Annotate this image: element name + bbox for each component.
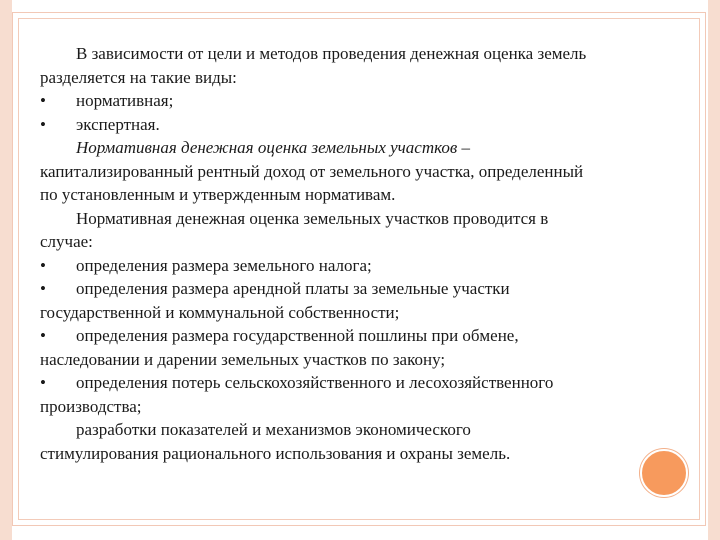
bullet-item (40, 254, 688, 278)
bullet-marker: • (40, 279, 46, 298)
text-line: капитализированный рентный доход от земельного участка, определенный (40, 161, 584, 181)
bullet-text: экспертная. (76, 114, 160, 134)
bullet-item (40, 371, 688, 395)
bullet-marker: • (40, 91, 46, 110)
text-line: случае: (40, 232, 93, 251)
text-line: стимулирования рационального использования и охраны земель. (40, 443, 511, 463)
text-line: наследовании и дарении земельных участков по закону; (40, 349, 446, 369)
definition-term: Нормативная денежная оценка земельных участков – (76, 138, 471, 157)
bullet-text: нормативная; (76, 91, 174, 110)
text-line: по установленным и утвержденным нормативам. (40, 185, 396, 204)
bullet-marker: • (40, 373, 46, 392)
bullet-marker: • (40, 114, 46, 134)
bullet-item (40, 324, 688, 348)
bullet-item (40, 89, 688, 113)
slide-body-text (40, 42, 688, 465)
text-line: разделяется на такие виды: (40, 67, 237, 87)
bullet-item (40, 113, 688, 137)
decorative-circle-icon (640, 449, 688, 497)
right-frame-bar (708, 0, 720, 540)
bullet-marker: • (40, 255, 46, 275)
bullet-text: определения размера земельного налога; (76, 255, 372, 275)
text-line: государственной и коммунальной собственности; (40, 302, 400, 322)
text-line: производства; (40, 396, 142, 416)
text-line: В зависимости от цели и методов проведения денежная оценка земель (76, 44, 587, 63)
bullet-text: определения потерь сельскохозяйственного и лесохозяйственного (76, 373, 554, 392)
text-line: Нормативная денежная оценка земельных участков проводится в (76, 208, 549, 228)
bullet-marker: • (40, 326, 46, 345)
bullet-text: определения размера арендной платы за земельные участки (76, 279, 510, 298)
text-line: разработки показателей и механизмов экономического (76, 420, 471, 439)
bullet-item (40, 277, 688, 301)
bullet-text: определения размера государственной пошлины при обмене, (76, 326, 519, 345)
left-frame-bar (0, 0, 12, 540)
